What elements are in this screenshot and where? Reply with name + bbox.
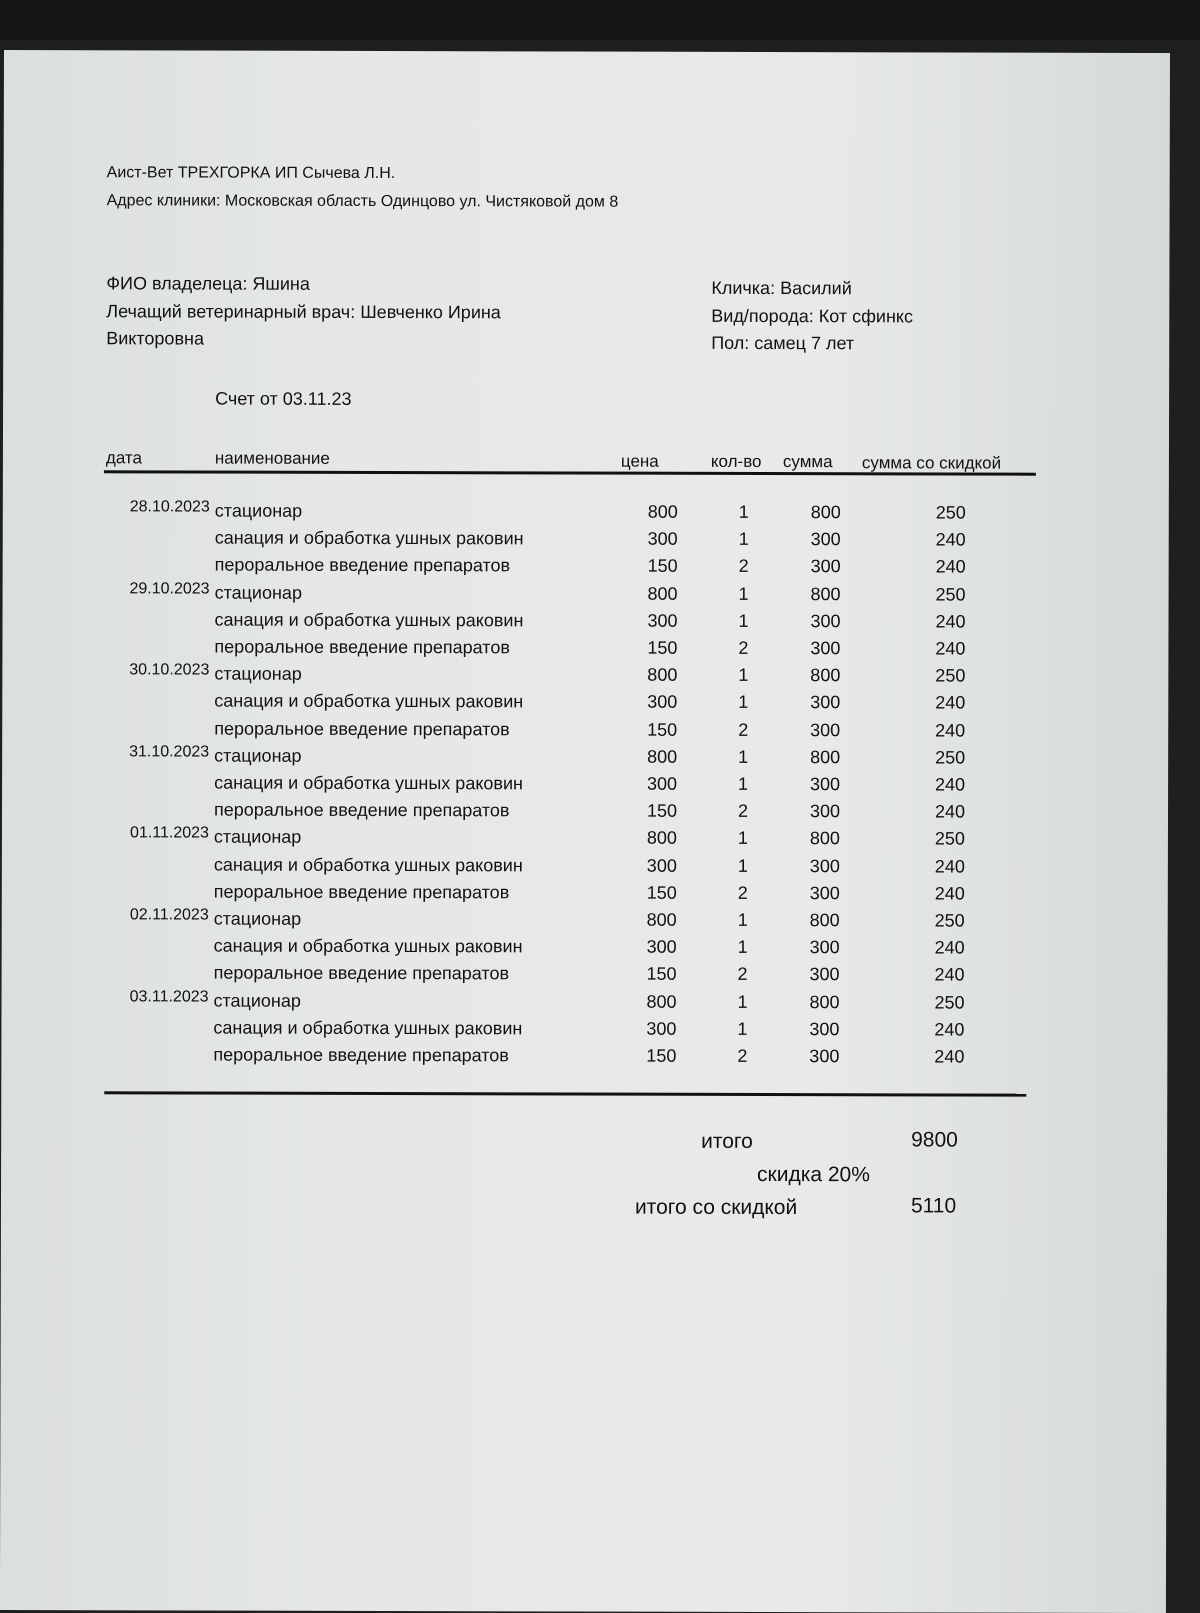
row-discounted: 240 bbox=[917, 720, 965, 741]
table-row bbox=[4, 50, 1170, 53]
row-date: 01.11.2023 bbox=[114, 825, 209, 843]
row-sum: 800 bbox=[792, 665, 840, 686]
row-name: стационар bbox=[214, 909, 594, 931]
row-name: пероральное введение препаратов bbox=[214, 637, 594, 659]
row-qty: 1 bbox=[721, 529, 749, 550]
table-row bbox=[4, 50, 1170, 53]
row-discounted: 240 bbox=[917, 774, 965, 795]
row-sum: 800 bbox=[793, 584, 841, 605]
table-row bbox=[4, 50, 1170, 53]
row-price: 300 bbox=[622, 937, 677, 958]
row-date: 28.10.2023 bbox=[115, 498, 210, 516]
row-discounted: 240 bbox=[917, 883, 965, 904]
monitor-bezel bbox=[0, 0, 1200, 40]
table-row bbox=[4, 50, 1170, 53]
row-name: санация и обработка ушных раковин bbox=[214, 854, 594, 876]
row-sum: 300 bbox=[792, 774, 840, 795]
row-sum: 300 bbox=[792, 801, 840, 822]
row-price: 150 bbox=[622, 719, 677, 740]
invoice-sheet bbox=[0, 50, 1170, 1613]
row-name: стационар bbox=[214, 664, 594, 686]
clinic-address: Адрес клиники: Московская область Одинцово ул. Чистяковой дом 8 bbox=[107, 192, 619, 211]
table-row bbox=[4, 50, 1170, 53]
discounted-total-value: 5110 bbox=[911, 1194, 956, 1218]
row-price: 150 bbox=[622, 638, 677, 659]
row-qty: 1 bbox=[720, 937, 748, 958]
table-row bbox=[4, 50, 1170, 53]
row-sum: 300 bbox=[792, 856, 840, 877]
row-name: стационар bbox=[214, 745, 594, 767]
row-price: 150 bbox=[622, 801, 677, 822]
row-discounted: 250 bbox=[916, 992, 964, 1013]
row-price: 150 bbox=[622, 882, 677, 903]
row-price: 800 bbox=[622, 665, 677, 686]
total-label: итого bbox=[701, 1130, 753, 1154]
row-price: 150 bbox=[623, 556, 678, 577]
row-discounted: 240 bbox=[917, 693, 965, 714]
row-discounted: 240 bbox=[918, 557, 966, 578]
row-qty: 1 bbox=[720, 747, 748, 768]
row-name: пероральное введение препаратов bbox=[214, 718, 594, 740]
row-qty: 1 bbox=[720, 774, 748, 795]
row-price: 150 bbox=[622, 964, 677, 985]
row-discounted: 240 bbox=[917, 802, 965, 823]
row-name: пероральное введение препаратов bbox=[215, 555, 595, 577]
row-name: стационар bbox=[214, 827, 594, 849]
discount-label: скидка 20% bbox=[757, 1163, 870, 1187]
row-name: пероральное введение препаратов bbox=[214, 800, 594, 822]
row-price: 800 bbox=[623, 502, 678, 523]
row-name: пероральное введение препаратов bbox=[214, 963, 594, 985]
row-name: санация и обработка ушных раковин bbox=[214, 691, 594, 713]
row-sum: 300 bbox=[792, 692, 840, 713]
row-name: пероральное введение препаратов bbox=[214, 881, 594, 903]
table-row bbox=[4, 50, 1170, 53]
row-sum: 300 bbox=[792, 638, 840, 659]
row-price: 300 bbox=[623, 529, 678, 550]
row-qty: 2 bbox=[720, 964, 748, 985]
row-qty: 2 bbox=[720, 883, 748, 904]
row-qty: 2 bbox=[720, 801, 748, 822]
row-qty: 1 bbox=[720, 692, 748, 713]
row-discounted: 250 bbox=[917, 829, 965, 850]
row-price: 300 bbox=[621, 1018, 676, 1039]
invoice-title: Счет от 03.11.23 bbox=[215, 389, 351, 410]
col-header-qty: кол-во bbox=[711, 452, 762, 472]
table-row bbox=[4, 50, 1170, 53]
row-discounted: 250 bbox=[918, 584, 966, 605]
total-value: 9800 bbox=[911, 1128, 958, 1152]
row-price: 300 bbox=[622, 855, 677, 876]
col-header-discounted: сумма со скидкой bbox=[862, 453, 1001, 473]
pet-breed: Вид/порода: Кот сфинкс bbox=[711, 306, 913, 328]
pet-sex-age: Пол: самец 7 лет bbox=[711, 333, 854, 354]
row-sum: 800 bbox=[791, 992, 839, 1013]
table-row bbox=[4, 50, 1170, 53]
row-date: 02.11.2023 bbox=[114, 906, 209, 924]
row-price: 300 bbox=[622, 610, 677, 631]
row-sum: 300 bbox=[792, 611, 840, 632]
row-price: 800 bbox=[621, 991, 676, 1012]
row-sum: 300 bbox=[792, 720, 840, 741]
row-sum: 300 bbox=[792, 964, 840, 985]
pet-name: Кличка: Василий bbox=[711, 278, 851, 299]
row-qty: 1 bbox=[720, 828, 748, 849]
row-discounted: 240 bbox=[917, 856, 965, 877]
row-date: 29.10.2023 bbox=[115, 580, 210, 598]
row-sum: 300 bbox=[791, 1019, 839, 1040]
row-discounted: 240 bbox=[917, 938, 965, 959]
doctor-name-line1: Лечащий ветеринарный врач: Шевченко Ирина bbox=[106, 301, 501, 323]
row-price: 800 bbox=[622, 746, 677, 767]
row-discounted: 240 bbox=[917, 965, 965, 986]
row-price: 800 bbox=[623, 583, 678, 604]
row-sum: 800 bbox=[792, 828, 840, 849]
col-header-sum: сумма bbox=[783, 452, 833, 472]
table-bottom-rule bbox=[104, 1091, 1026, 1096]
row-qty: 2 bbox=[720, 638, 748, 659]
row-price: 800 bbox=[622, 910, 677, 931]
table-row bbox=[4, 50, 1170, 53]
row-name: санация и обработка ушных раковин bbox=[214, 773, 594, 795]
discounted-total-label: итого со скидкой bbox=[635, 1196, 797, 1220]
row-name: санация и обработка ушных раковин bbox=[214, 936, 594, 958]
row-name: санация и обработка ушных раковин bbox=[213, 1017, 593, 1039]
col-header-date: дата bbox=[106, 448, 142, 468]
row-qty: 2 bbox=[719, 1046, 747, 1067]
table-row bbox=[4, 50, 1170, 53]
row-name: стационар bbox=[213, 990, 593, 1012]
row-sum: 300 bbox=[792, 937, 840, 958]
table-row bbox=[4, 50, 1170, 53]
row-sum: 800 bbox=[792, 747, 840, 768]
row-qty: 1 bbox=[719, 1019, 747, 1040]
row-discounted: 240 bbox=[917, 638, 965, 659]
row-qty: 1 bbox=[721, 502, 749, 523]
row-name: стационар bbox=[215, 582, 595, 604]
row-discounted: 250 bbox=[917, 747, 965, 768]
row-discounted: 240 bbox=[918, 530, 966, 551]
col-header-price: цена bbox=[621, 452, 659, 472]
table-row bbox=[4, 50, 1170, 53]
row-discounted: 250 bbox=[918, 502, 966, 523]
row-sum: 300 bbox=[793, 529, 841, 550]
row-price: 800 bbox=[622, 828, 677, 849]
table-row bbox=[4, 50, 1170, 53]
row-name: санация и обработка ушных раковин bbox=[214, 609, 594, 631]
table-row bbox=[4, 50, 1170, 53]
row-sum: 300 bbox=[792, 883, 840, 904]
row-discounted: 240 bbox=[916, 1019, 964, 1040]
row-discounted: 240 bbox=[917, 611, 965, 632]
row-qty: 1 bbox=[720, 855, 748, 876]
row-date: 30.10.2023 bbox=[114, 661, 209, 679]
row-price: 300 bbox=[622, 774, 677, 795]
row-discounted: 240 bbox=[916, 1046, 964, 1067]
row-date: 31.10.2023 bbox=[114, 743, 209, 761]
row-qty: 2 bbox=[720, 719, 748, 740]
doctor-name-line2: Викторовна bbox=[106, 328, 204, 349]
row-name: санация и обработка ушных раковин bbox=[215, 528, 595, 550]
invoice-rows bbox=[4, 50, 1170, 53]
row-sum: 800 bbox=[792, 910, 840, 931]
row-name: пероральное введение препаратов bbox=[213, 1045, 593, 1067]
row-discounted: 250 bbox=[917, 910, 965, 931]
row-qty: 1 bbox=[720, 910, 748, 931]
row-date: 03.11.2023 bbox=[113, 988, 208, 1006]
row-qty: 1 bbox=[720, 665, 748, 686]
row-discounted: 250 bbox=[917, 666, 965, 687]
row-qty: 1 bbox=[719, 991, 747, 1012]
table-row bbox=[4, 50, 1170, 53]
row-qty: 2 bbox=[721, 556, 749, 577]
row-sum: 300 bbox=[793, 556, 841, 577]
table-row bbox=[4, 50, 1170, 53]
col-header-name: наименование bbox=[215, 449, 330, 469]
row-price: 300 bbox=[622, 692, 677, 713]
table-row bbox=[4, 50, 1170, 53]
row-name: стационар bbox=[215, 501, 595, 523]
row-qty: 1 bbox=[720, 611, 748, 632]
row-price: 150 bbox=[621, 1046, 676, 1067]
row-sum: 800 bbox=[793, 502, 841, 523]
table-row bbox=[4, 50, 1170, 53]
row-sum: 300 bbox=[791, 1046, 839, 1067]
table-row bbox=[4, 50, 1170, 53]
table-row bbox=[4, 50, 1170, 53]
row-qty: 1 bbox=[721, 583, 749, 604]
owner-name: ФИО владелеца: Яшина bbox=[106, 273, 310, 295]
clinic-name: Аист-Вет ТРЕХГОРКА ИП Сычева Л.Н. bbox=[107, 164, 396, 183]
